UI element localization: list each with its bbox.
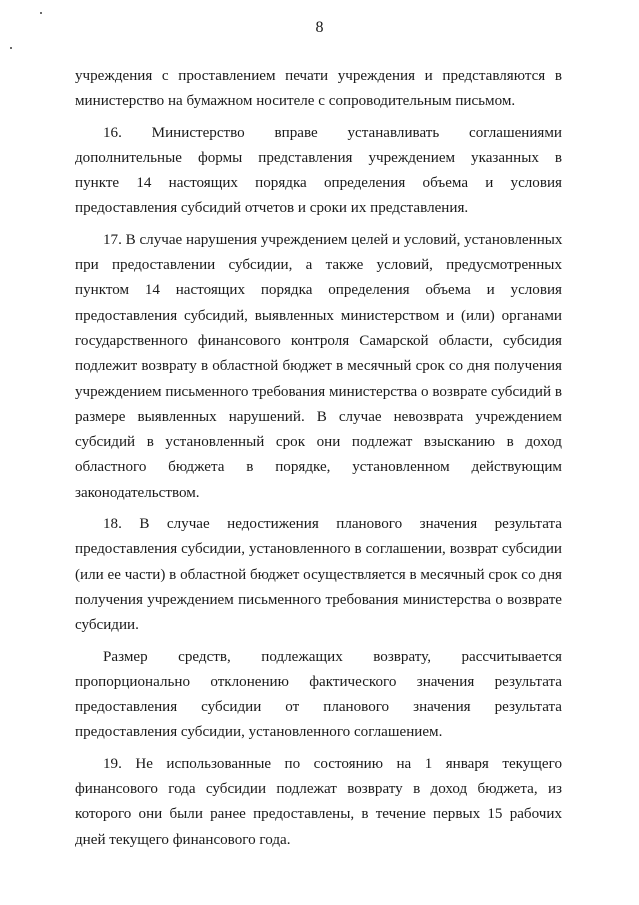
text-line: 16. Министерство вправе устанавливать соглашениями bbox=[103, 124, 562, 141]
text-line: субсидии. bbox=[75, 617, 139, 634]
text-line: 17. В случае нарушения учреждением целей и условий, установленных bbox=[103, 231, 563, 248]
text-line: государственного финансового контроля Самарской области, субсидия bbox=[75, 332, 562, 349]
text-line: дней текущего финансового года. bbox=[75, 831, 291, 848]
text-line: министерство на бумажном носителе с сопроводительным письмом. bbox=[75, 93, 516, 110]
document-body bbox=[75, 64, 562, 853]
paragraph-16 bbox=[75, 121, 562, 222]
text-line: финансового года субсидии подлежат возврату в доход бюджета, из bbox=[75, 781, 562, 798]
text-line: предоставления субсидий, выявленных министерством и (или) органами bbox=[75, 307, 562, 324]
text-line: предоставления субсидий отчетов и сроки их представления. bbox=[75, 200, 469, 217]
text-line: пунктом 14 настоящих порядка определения объема и условия bbox=[75, 282, 562, 299]
text-line: учреждения с проставлением печати учреждения и представляются в bbox=[75, 68, 562, 84]
paragraph-continuation bbox=[75, 64, 562, 115]
scan-speck bbox=[10, 47, 12, 49]
scan-speck bbox=[40, 12, 42, 14]
text-line: пропорционально отклонению фактического значения результата bbox=[75, 673, 562, 690]
text-line: подлежит возврату в областной бюджет в месячный срок со дня получения bbox=[75, 358, 562, 375]
paragraph-18 bbox=[75, 512, 562, 638]
text-line: предоставления субсидии, установленного в соглашении, возврат субсидии bbox=[75, 541, 562, 558]
text-line: предоставления субсидии, установленного соглашением. bbox=[75, 724, 443, 741]
text-line: 18. В случае недостижения планового значения результата bbox=[103, 516, 562, 533]
text-line: 19. Не использованные по состоянию на 1 января текущего bbox=[103, 755, 562, 772]
text-line: предоставления субсидии от планового значения результата bbox=[75, 699, 562, 716]
text-line: Размер средств, подлежащих возврату, рассчитывается bbox=[103, 648, 562, 665]
page-number: 8 bbox=[315, 19, 324, 36]
text-line: законодательством. bbox=[75, 484, 200, 501]
paragraph-18-amount bbox=[75, 645, 562, 746]
text-line: при предоставлении субсидии, а также условий, предусмотренных bbox=[75, 257, 562, 274]
text-line: учреждением письменного требования министерства о возврате субсидий в bbox=[75, 383, 562, 400]
paragraph-19 bbox=[75, 752, 562, 853]
paragraph-17 bbox=[75, 228, 562, 506]
text-line: получения учреждением письменного требования министерства о возврате bbox=[75, 591, 562, 608]
text-line: областного бюджета в порядке, установленном действующим bbox=[75, 459, 562, 476]
text-line: дополнительные формы представления учреждением указанных в bbox=[75, 149, 562, 166]
text-line: (или ее части) в областной бюджет осуществляется в месячный срок со дня bbox=[75, 566, 562, 583]
text-line: пункте 14 настоящих порядка определения объема и условия bbox=[75, 175, 562, 192]
text-line: субсидий в установленный срок они подлежат взысканию в доход bbox=[75, 434, 562, 451]
text-line: размере выявленных нарушений. В случае невозврата учреждением bbox=[75, 408, 562, 425]
text-line: которого они были ранее предоставлены, в течение первых 15 рабочих bbox=[75, 806, 562, 823]
